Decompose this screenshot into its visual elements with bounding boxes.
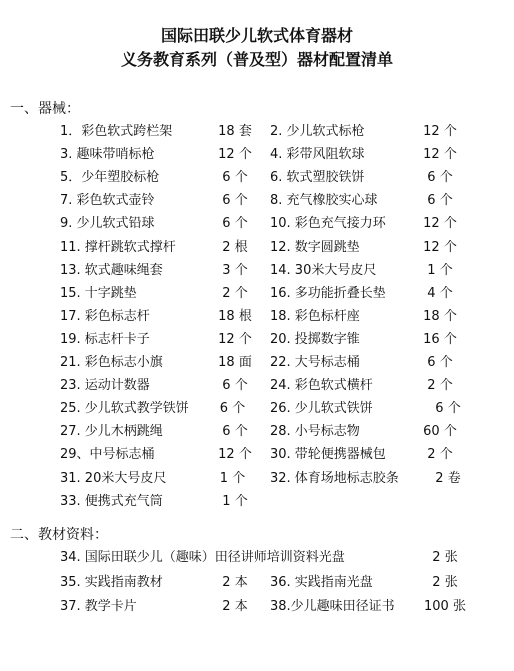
item-label: 38.少儿趣味田径证书: [270, 599, 395, 614]
title-line-1: 国际田联少儿软式体育器材: [160, 26, 353, 45]
item-quantity: 100 张: [424, 599, 466, 614]
table-row: [0, 259, 514, 282]
table-row: [0, 143, 514, 166]
item-label: 29、中号标志桶: [60, 447, 155, 462]
item-label: 31. 20米大号皮尺: [60, 471, 167, 486]
table-row: [0, 595, 514, 618]
item-quantity: 1 个: [222, 494, 248, 509]
item-quantity: 1 个: [219, 471, 246, 486]
item-quantity: 6 个: [427, 193, 453, 208]
item-label: 20. 投掷数字锥: [270, 332, 360, 347]
item-quantity: 12 个: [423, 124, 457, 139]
table-row: [0, 212, 514, 235]
item-label: 32. 体育场地标志胶条: [270, 471, 399, 486]
item-quantity: 6 个: [222, 424, 248, 439]
item-label: 10. 彩色充气接力环: [270, 216, 386, 231]
item-quantity: 18 个: [423, 309, 457, 324]
table-row: [0, 120, 514, 143]
item-quantity: 2 张: [432, 550, 458, 565]
table-row: [0, 282, 514, 305]
item-quantity: 2 卷: [435, 471, 461, 486]
item-quantity: 12 个: [218, 447, 252, 462]
item-quantity: 2 张: [432, 575, 458, 590]
item-label: 35. 实践指南教材: [60, 575, 163, 590]
item-label: 33. 便携式充气筒: [60, 494, 163, 509]
item-quantity: 1 个: [427, 263, 453, 278]
item-label: 3. 趣味带哨标枪: [60, 147, 155, 162]
item-label: 17. 彩色标志杆: [60, 309, 150, 324]
table-row: [0, 305, 514, 328]
item-quantity: 3 个: [222, 263, 248, 278]
item-label: 28. 小号标志物: [270, 424, 360, 439]
table-row: [0, 189, 514, 212]
item-label: 37. 教学卡片: [60, 599, 137, 614]
item-quantity: 4 个: [427, 286, 453, 301]
item-quantity: 60 个: [423, 424, 457, 439]
item-label: 11. 撑杆跳软式撑杆: [60, 240, 176, 255]
item-quantity: 2 根: [222, 240, 248, 255]
item-quantity: 2 个: [222, 286, 248, 301]
item-label: 22. 大号标志桶: [270, 355, 360, 370]
item-quantity: 2 个: [427, 378, 453, 393]
item-label: 9. 少儿软式铅球: [60, 216, 155, 231]
item-label: 34. 国际田联少儿（趣味）田径讲师培训资料光盘: [60, 550, 345, 565]
item-quantity: 18 根: [218, 309, 252, 324]
title-line-2: 义务教育系列（普及型）器材配置清单: [120, 50, 393, 69]
item-quantity: 6 个: [222, 193, 248, 208]
section-heading-materials: 二、教材资料：: [10, 527, 108, 543]
item-label: 5．少年塑胶标枪: [60, 170, 160, 185]
item-label: 14. 30米大号皮尺: [270, 263, 377, 278]
table-row: [0, 443, 514, 466]
item-label: 2. 少儿软式标枪: [270, 124, 365, 139]
table-row: [0, 351, 514, 374]
item-label: 6. 软式塑胶铁饼: [270, 170, 365, 185]
table-row: [0, 397, 514, 420]
section-heading-equipment: 一、器械：: [10, 101, 80, 117]
item-label: 1．彩色软式跨栏架: [60, 124, 173, 139]
item-label: 16. 多功能折叠长垫: [270, 286, 386, 301]
item-quantity: 6 个: [427, 170, 453, 185]
item-label: 4. 彩带风阻软球: [270, 147, 365, 162]
item-label: 18. 彩色标杆座: [270, 309, 360, 324]
item-quantity: 12 个: [423, 216, 457, 231]
item-quantity: 6 个: [435, 401, 461, 416]
table-row: [0, 236, 514, 259]
item-label: 13. 软式趣味绳套: [60, 263, 163, 278]
item-label: 23. 运动计数器: [60, 378, 150, 393]
table-row: [0, 328, 514, 351]
item-label: 25. 少儿软式教学铁饼: [60, 401, 189, 416]
item-label: 24. 彩色软式横杆: [270, 378, 373, 393]
item-quantity: 6 个: [222, 378, 248, 393]
item-label: 8. 充气橡胶实心球: [270, 193, 378, 208]
item-label: 19. 标志杆卡子: [60, 332, 150, 347]
item-label: 36. 实践指南光盘: [270, 575, 373, 590]
item-quantity: 12 个: [423, 240, 457, 255]
item-quantity: 12 个: [423, 147, 457, 162]
item-quantity: 6 个: [222, 216, 248, 231]
table-row: [0, 490, 514, 513]
table-row: [0, 546, 514, 569]
item-quantity: 2 本: [222, 575, 248, 590]
table-row: [0, 374, 514, 397]
item-label: 15. 十字跳垫: [60, 286, 137, 301]
item-label: 27. 少儿木柄跳绳: [60, 424, 163, 439]
item-quantity: 6 个: [219, 401, 246, 416]
table-row: [0, 571, 514, 594]
item-quantity: 18 套: [218, 124, 252, 139]
table-row: [0, 467, 514, 490]
item-quantity: 18 面: [218, 355, 252, 370]
item-quantity: 2 个: [427, 447, 453, 462]
item-label: 12. 数字圆跳垫: [270, 240, 360, 255]
item-quantity: 16 个: [423, 332, 457, 347]
item-quantity: 12 个: [218, 332, 252, 347]
item-label: 30. 带轮便携器械包: [270, 447, 386, 462]
table-row: [0, 166, 514, 189]
item-label: 7. 彩色软式壶铃: [60, 193, 155, 208]
item-label: 21. 彩色标志小旗: [60, 355, 163, 370]
item-quantity: 6 个: [222, 170, 248, 185]
item-label: 26. 少儿软式铁饼: [270, 401, 373, 416]
table-row: [0, 420, 514, 443]
item-quantity: 6 个: [427, 355, 453, 370]
item-quantity: 2 本: [222, 599, 248, 614]
item-quantity: 12 个: [218, 147, 252, 162]
